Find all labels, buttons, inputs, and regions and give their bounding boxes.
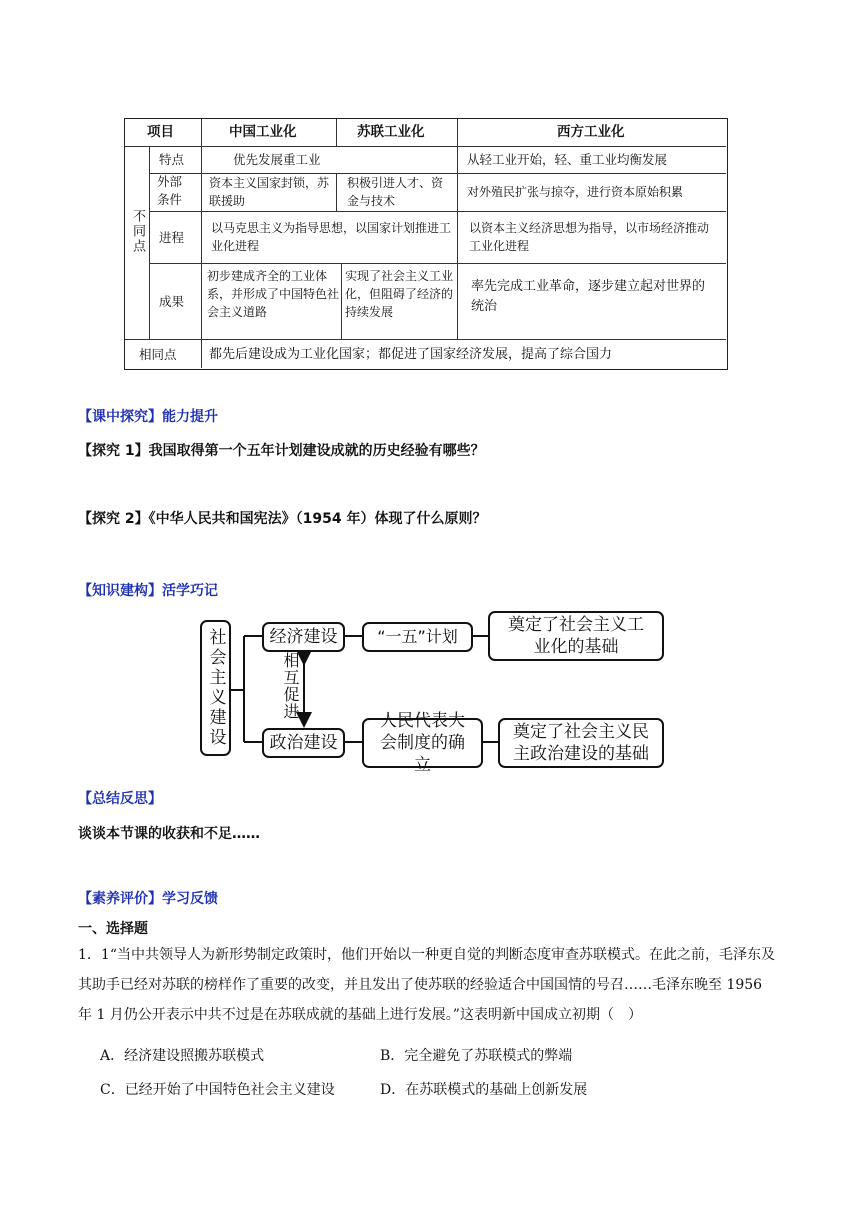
diagram-mutual: 相互促进 <box>281 652 300 720</box>
diagram-econ-result: 奠定了社会主义工业化的基础 <box>488 611 664 661</box>
row-label-conditions: 外部条件 <box>157 174 183 207</box>
diagram-root: 社会主义建设 <box>200 620 231 756</box>
header-item: 项目 <box>147 124 174 140</box>
cell-conditions-west: 对外殖民扩张与掠夺，进行资本原始积累 <box>467 185 684 199</box>
header-ussr: 苏联工业化 <box>357 124 425 140</box>
cell-results-west: 率先完成工业革命，逐步建立起对世界的统治 <box>471 279 706 314</box>
cell-conditions-ussr: 积极引进人才、资金与技术 <box>347 176 444 208</box>
row-label-features: 特点 <box>159 152 185 167</box>
option-a: A．经济建设照搬苏联模式 <box>100 1048 265 1064</box>
section-explore: 【课中探究】能力提升 <box>78 409 218 425</box>
summary-text: 谈谈本节课的收获和不足…… <box>78 826 260 842</box>
cell-common: 都先后建设成为工业化国家；都促进了国家经济发展，提高了综合国力 <box>209 347 613 362</box>
cell-process-china-ussr: 以马克思主义为指导思想，以国家计划推进工业化进程 <box>211 221 452 253</box>
option-c: C．已经开始了中国特色社会主义建设 <box>100 1082 335 1098</box>
cell-features-west: 从轻工业开始，轻、重工业均衡发展 <box>467 152 668 167</box>
comparison-table <box>124 118 728 370</box>
row-label-common: 相同点 <box>139 347 177 362</box>
cell-results-ussr: 实现了社会主义工业化，但阻碍了经济的持续发展 <box>345 269 454 319</box>
row-label-process: 进程 <box>159 230 185 245</box>
cell-results-china: 初步建成齐全的工业体系，并形成了中国特色社会主义道路 <box>207 269 340 319</box>
diagram-npc: 人民代表大会制度的确立 <box>362 718 483 768</box>
header-china: 中国工业化 <box>229 124 297 140</box>
diagram-plan: “一五”计划 <box>362 622 473 652</box>
group-label-differences: 不同点 <box>130 209 145 254</box>
choice-heading: 一、选择题 <box>78 921 148 937</box>
option-d: D．在苏联模式的基础上创新发展 <box>380 1082 588 1098</box>
question-1-stem: 1．1“当中共领导人为新形势制定政策时，他们开始以一种更自觉的判断态度审查苏联模式。在此之前，毛泽东及其助手已经对苏联的榜样作了重要的改变，并且发出了使苏联的经验适合中国国情的号召……毛泽东晚至 1956 年 1 月仍公开表示中共不过是在苏联成就的基础上进行发展。”这表明新中国成立初期（ ） <box>78 947 775 1023</box>
section-summary: 【总结反思】 <box>78 791 162 807</box>
section-knowledge: 【知识建构】活学巧记 <box>78 583 218 599</box>
row-label-results: 成果 <box>159 294 185 309</box>
header-west: 西方工业化 <box>557 124 625 140</box>
section-evaluation: 【素养评价】学习反馈 <box>78 891 218 907</box>
cell-features-china-ussr: 优先发展重工业 <box>233 152 321 167</box>
question-explore-2: 【探究 2】《中华人民共和国宪法》（1954 年）体现了什么原则？ <box>78 511 487 527</box>
cell-process-west: 以资本主义经济思想为指导，以市场经济推动工业化进程 <box>469 221 710 253</box>
diagram-econ: 经济建设 <box>262 622 345 652</box>
option-b: B．完全避免了苏联模式的弊端 <box>380 1048 573 1064</box>
cell-conditions-china: 资本主义国家封锁，苏联援助 <box>209 176 330 208</box>
diagram-politics-result: 奠定了社会主义民主政治建设的基础 <box>498 718 664 768</box>
question-explore-1: 【探究 1】我国取得第一个五年计划建设成就的历史经验有哪些？ <box>78 443 485 459</box>
diagram-politics: 政治建设 <box>262 728 345 758</box>
